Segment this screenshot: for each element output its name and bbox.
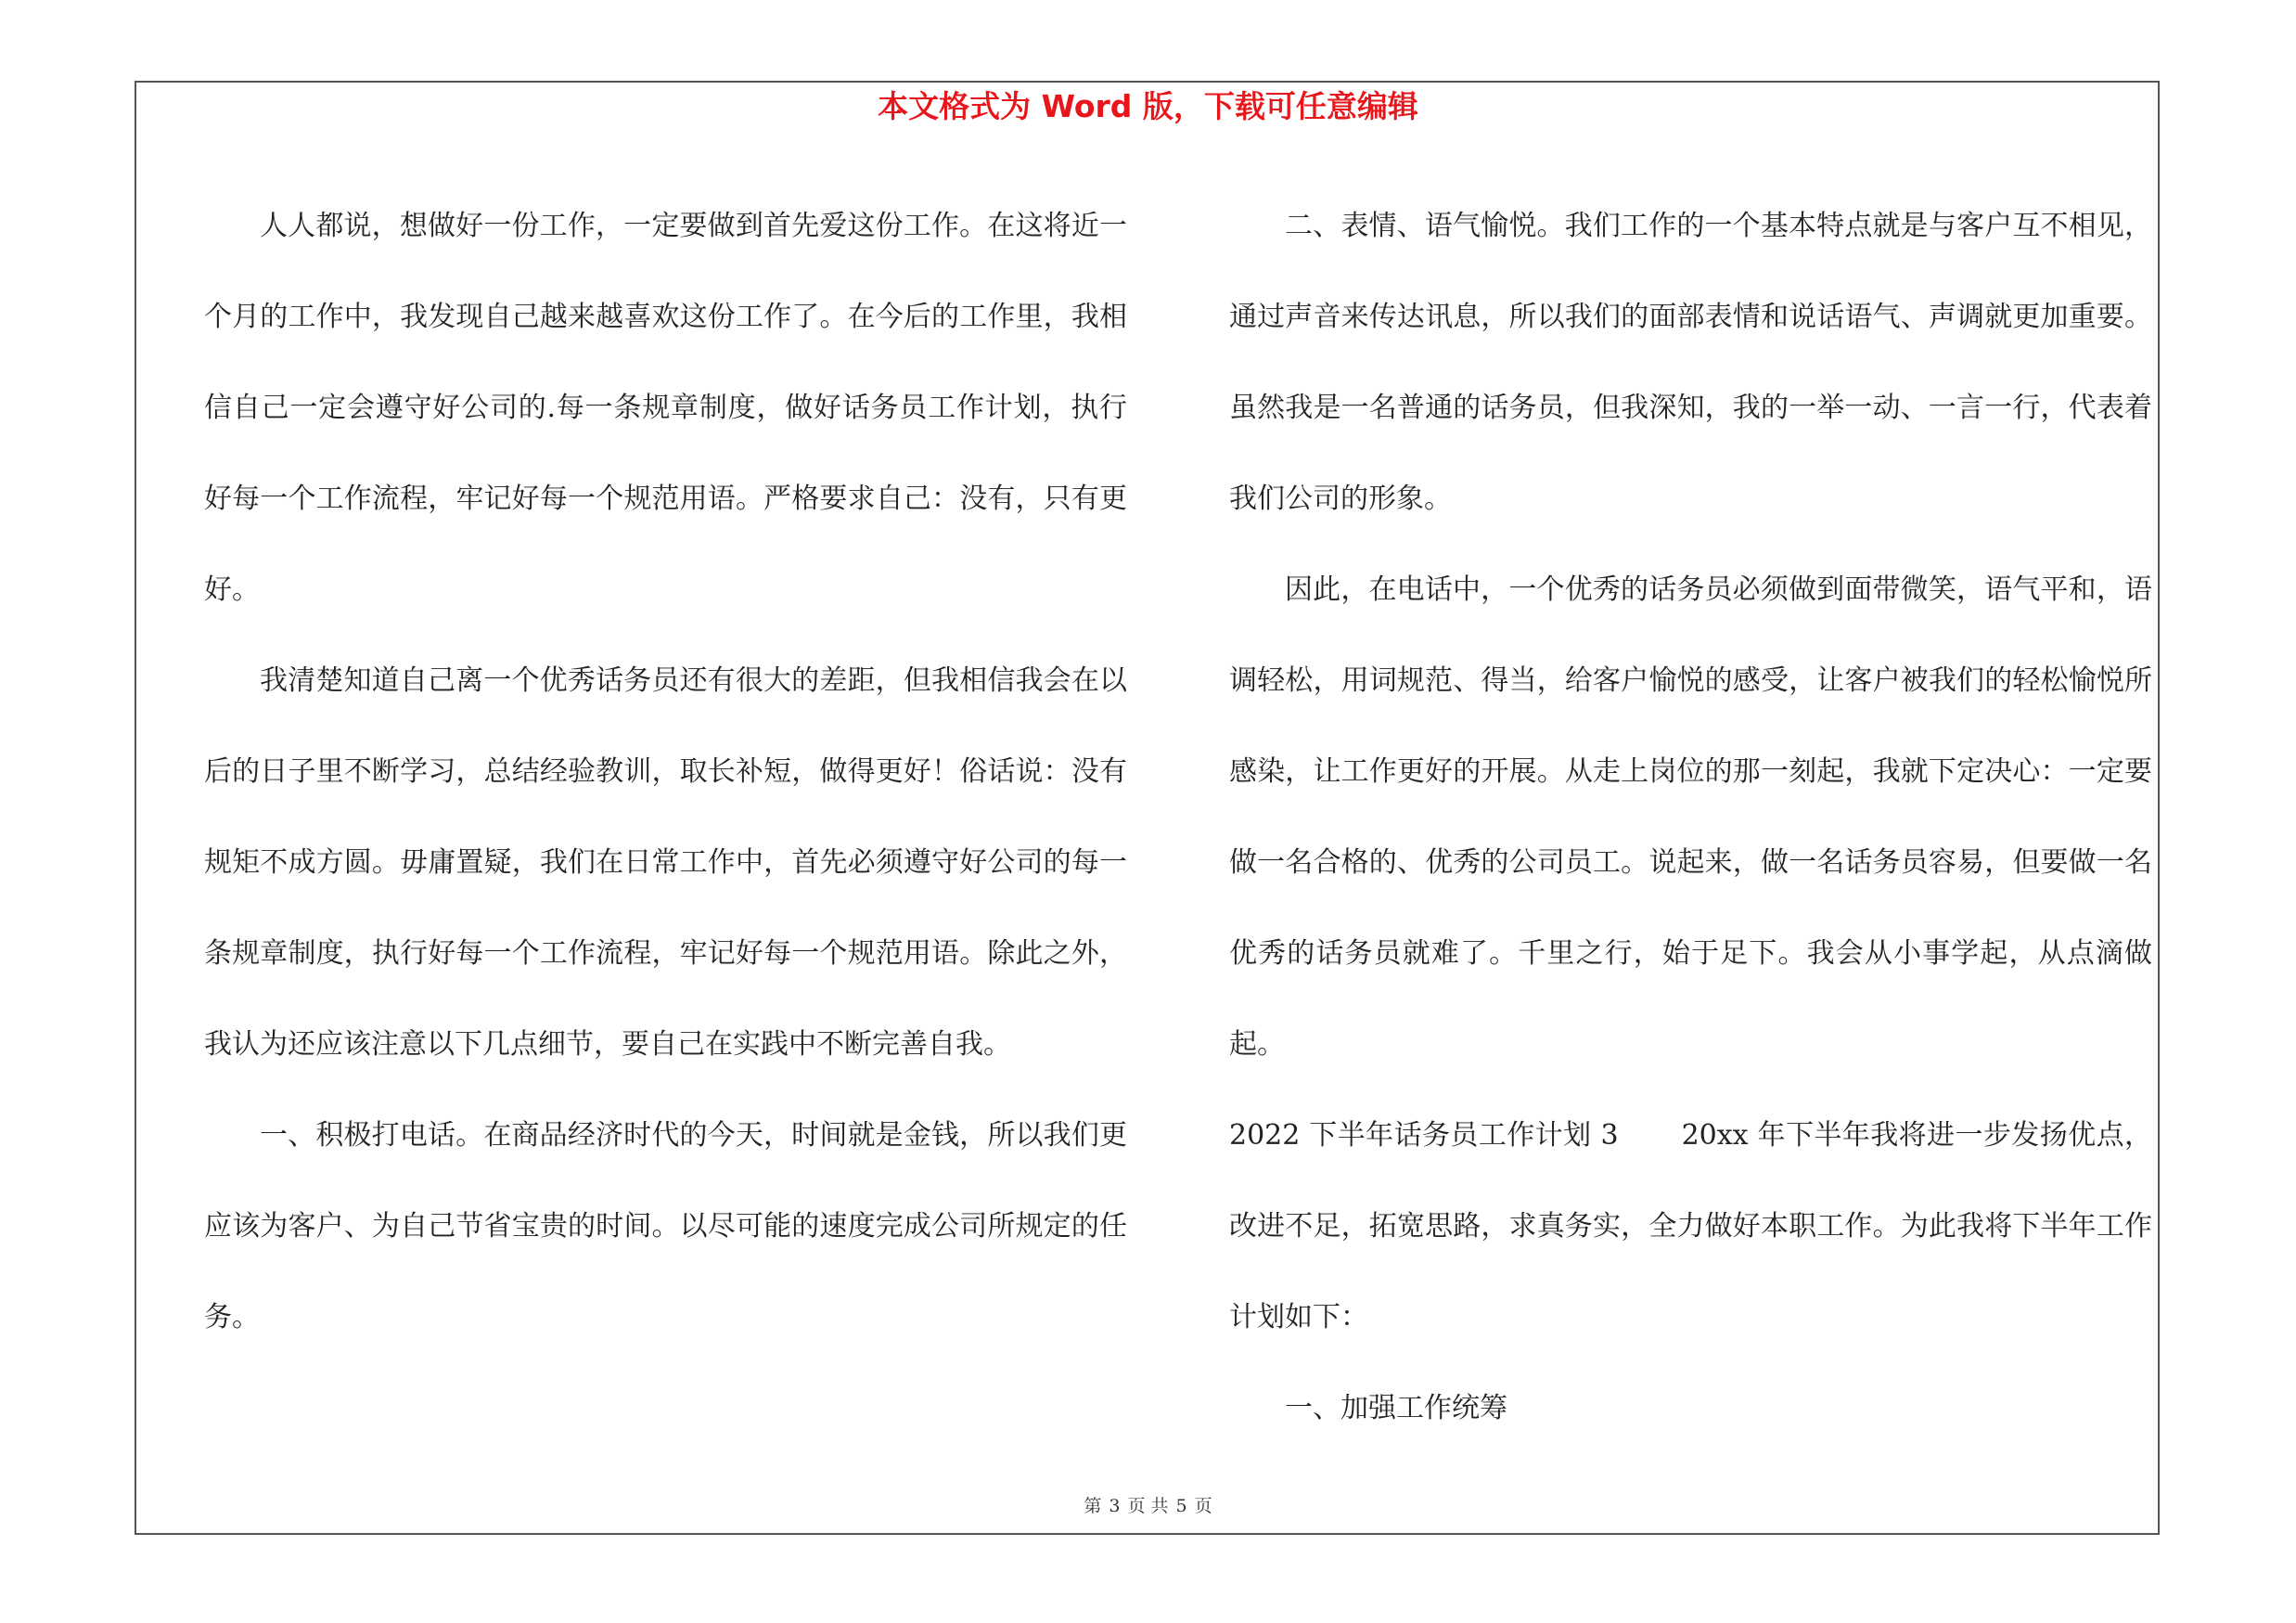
plan-intro: 20xx 年下半年我将进一步发扬优点，改进不足，拓宽思路，求真务实，全力做好本职工作。为此我将下半年工作计划如下：: [1229, 1119, 2152, 1333]
plan-title: 2022 下半年话务员工作计划 3: [1229, 1119, 1619, 1152]
paragraph-point-two: 二、表情、语气愉悦。我们工作的一个基本特点就是与客户互不相见，通过声音来传达讯息，所以我们的面部表情和说话语气、声调就更加重要。虽然我是一名普通的话务员，但我深知，我的一举一动、一言一行，代表着我们公司的形象。: [1229, 210, 2152, 515]
page-number-footer: [0, 1492, 2296, 1520]
right-text-column: [1229, 181, 2152, 1454]
document-header-title: 本文格式为 Word 版，下载可任意编辑: [878, 88, 1418, 124]
left-text-column: [204, 181, 1127, 1363]
paragraph-self-improvement: 我清楚知道自己离一个优秀话务员还有很大的差距，但我相信我会在以后的日子里不断学习，总结经验教训，取长补短，做得更好！俗话说：没有规矩不成方圆。毋庸置疑，我们在日常工作中，首先必须遵守好公司的每一条规章制度，执行好每一个工作流程，牢记好每一个规范用语。除此之外，我认为还应该注意以下几点细节，要自己在实践中不断完善自我。: [204, 664, 1127, 1061]
current-page-number: 3: [1109, 1496, 1121, 1516]
footer-middle: 页 共: [1127, 1496, 1169, 1516]
footer-suffix: 页: [1194, 1496, 1212, 1516]
paragraph-point-one: 一、积极打电话。在商品经济时代的今天，时间就是金钱，所以我们更应该为客户、为自己节省宝贵的时间。以尽可能的速度完成公司所规定的任务。: [204, 1119, 1127, 1333]
paragraph-smile-on-phone: 因此，在电话中，一个优秀的话务员必须做到面带微笑，语气平和，语调轻松，用词规范、得当，给客户愉悦的感受，让客户被我们的轻松愉悦所感染，让工作更好的开展。从走上岗位的那一刻起，我就下定决心：一定要做一名合格的、优秀的公司员工。说起来，做一名话务员容易，但要做一名优秀的话务员就难了。千里之行，始于足下。我会从小事学起，从点滴做起。: [1229, 573, 2152, 1061]
section-heading: 一、加强工作统筹: [1285, 1392, 1507, 1424]
footer-prefix: 第: [1084, 1496, 1102, 1516]
total-page-count: 5: [1175, 1496, 1187, 1516]
paragraph-plan: [1229, 1090, 2152, 1363]
paragraph-intro: 人人都说，想做好一份工作，一定要做到首先爱这份工作。在这将近一个月的工作中，我发现自己越来越喜欢这份工作了。在今后的工作里，我相信自己一定会遵守好公司的.每一条规章制度，做好话务员工作计划，执行好每一个工作流程，牢记好每一个规范用语。严格要求自己：没有，只有更好。: [204, 210, 1127, 606]
